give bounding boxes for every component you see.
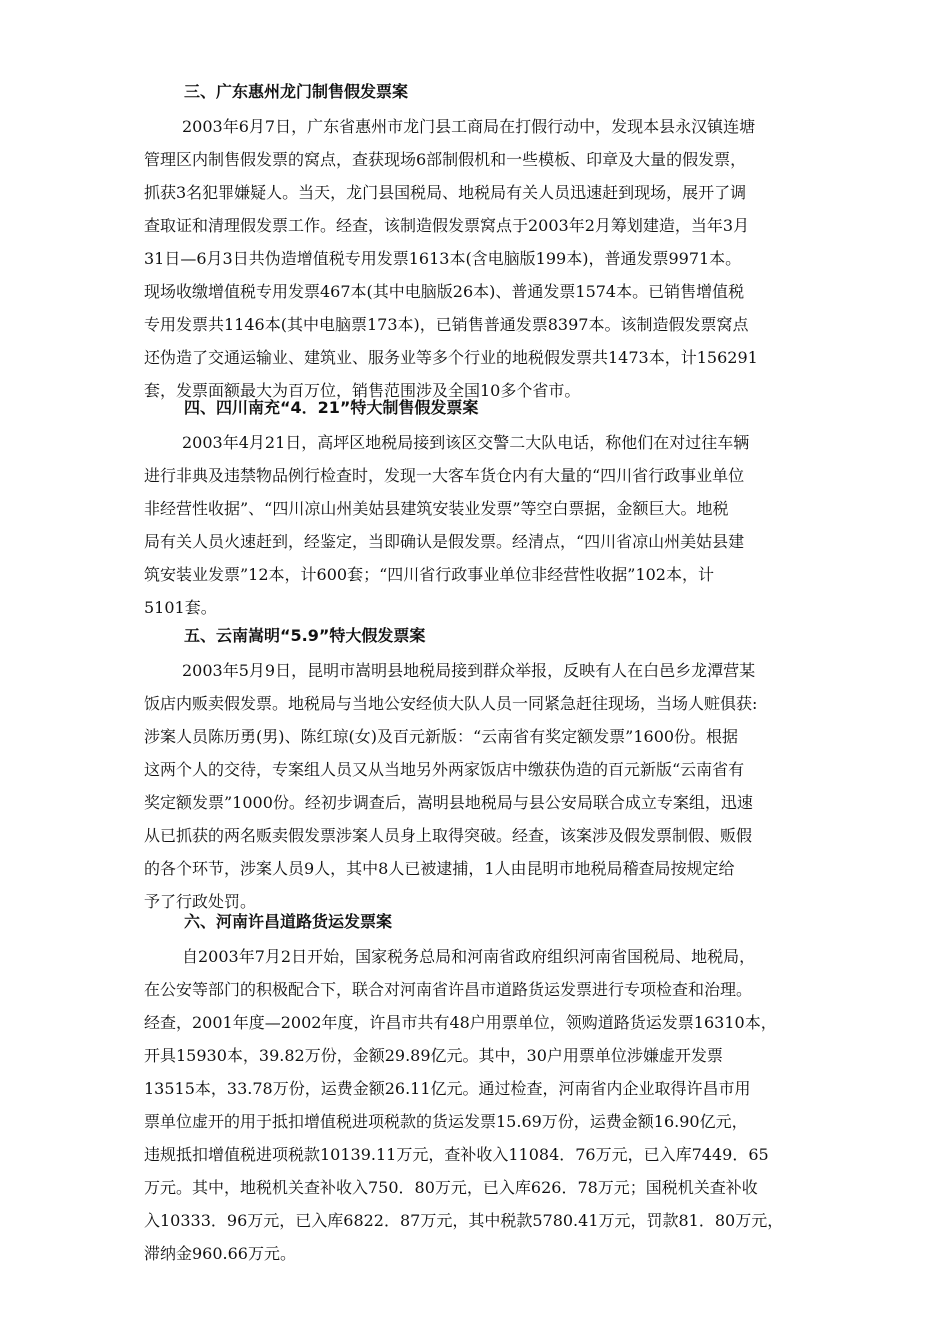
paragraph-line: 筑安装业发票”12本，计600套；“四川省行政事业单位非经营性收据”102本，计 xyxy=(144,565,714,584)
section-paragraph xyxy=(144,940,874,1270)
paragraph-line: 5101套。 xyxy=(144,598,217,617)
paragraph-line: 经查，2001年度—2002年度，许昌市共有48户用票单位，领购道路货运发票16310本， xyxy=(144,1013,777,1032)
section-heading: 四、四川南充“4．21”特大制售假发票案 xyxy=(184,398,479,417)
section-yunnan-songming xyxy=(144,624,874,918)
paragraph-line: 从已抓获的两名贩卖假发票涉案人员身上取得突破。经查，该案涉及假发票制假、贩假 xyxy=(144,826,753,845)
paragraph-line: 管理区内制售假发票的窝点，查获现场6部制假机和一些模板、印章及大量的假发票， xyxy=(144,150,747,169)
section-sichuan-nanchong xyxy=(144,396,874,624)
section-paragraph xyxy=(144,110,874,407)
paragraph-line: 自2003年7月2日开始，国家税务总局和河南省政府组织河南省国税局、地税局， xyxy=(182,947,756,966)
paragraph-line: 票单位虚开的用于抵扣增值税进项税款的货运发票15.69万份，运费金额16.90亿元， xyxy=(144,1112,748,1131)
section-paragraph xyxy=(144,654,874,918)
section-paragraph xyxy=(144,426,874,624)
section-guangdong-huizhou xyxy=(144,80,874,407)
section-heading: 五、云南嵩明“5.9”特大假发票案 xyxy=(184,626,426,645)
section-heading: 六、河南许昌道路货运发票案 xyxy=(184,912,393,931)
paragraph-line: 在公安等部门的积极配合下，联合对河南省许昌市道路货运发票进行专项检查和治理。 xyxy=(144,980,753,999)
section-heading: 三、广东惠州龙门制售假发票案 xyxy=(184,82,409,101)
paragraph-line: 万元。其中，地税机关查补收入750．80万元，已入库626．78万元；国税机关查补收 xyxy=(144,1178,758,1197)
paragraph-line: 局有关人员火速赶到，经鉴定，当即确认是假发票。经清点，“四川省凉山州美姑县建 xyxy=(144,532,745,551)
paragraph-line: 2003年6月7日，广东省惠州市龙门县工商局在打假行动中，发现本县永汉镇连塘 xyxy=(182,117,756,136)
paragraph-line: 抓获3名犯罪嫌疑人。当天，龙门县国税局、地税局有关人员迅速赶到现场，展开了调 xyxy=(144,183,747,202)
paragraph-line: 滞纳金960.66万元。 xyxy=(144,1244,296,1263)
paragraph-line: 还伪造了交通运输业、建筑业、服务业等多个行业的地税假发票共1473本，计156291 xyxy=(144,348,758,367)
paragraph-line: 涉案人员陈历勇(男)、陈红琼(女)及百元新版：“云南省有奖定额发票”1600份。根据 xyxy=(144,727,739,746)
paragraph-line: 进行非典及违禁物品例行检查时，发现一大客车货仓内有大量的“四川省行政事业单位 xyxy=(144,466,745,485)
paragraph-line: 非经营性收据”、“四川凉山州美姑县建筑安装业发票”等空白票据，金额巨大。地税 xyxy=(144,499,729,518)
paragraph-line: 查取证和清理假发票工作。经查，该制造假发票窝点于2003年2月筹划建造，当年3月 xyxy=(144,216,750,235)
paragraph-line: 予了行政处罚。 xyxy=(144,892,257,911)
paragraph-line: 饭店内贩卖假发票。地税局与当地公安经侦大队人员一同紧急赶往现场，当场人赃俱获: xyxy=(144,694,758,713)
paragraph-line: 2003年5月9日，昆明市嵩明县地税局接到群众举报，反映有人在白邑乡龙潭营某 xyxy=(182,661,756,680)
paragraph-line: 2003年4月21日，高坪区地税局接到该区交警二大队电话，称他们在对过往车辆 xyxy=(182,433,750,452)
paragraph-line: 的各个环节，涉案人员9人，其中8人已被逮捕，1人由昆明市地税局稽查局按规定给 xyxy=(144,859,735,878)
paragraph-line: 现场收缴增值税专用发票467本(其中电脑版26本)、普通发票1574本。已销售增值税 xyxy=(144,282,745,301)
section-henan-xuchang xyxy=(144,910,874,1270)
paragraph-line: 13515本，33.78万份，运费金额26.11亿元。通过检查，河南省内企业取得许昌市用 xyxy=(144,1079,751,1098)
paragraph-line: 31日—6月3日共伪造增值税专用发票1613本(含电脑版199本)，普通发票9971本。 xyxy=(144,249,742,268)
paragraph-line: 违规抵扣增值税进项税款10139.11万元，查补收入11084．76万元，已入库7449．65 xyxy=(144,1145,769,1164)
paragraph-line: 开具15930本，39.82万份，金额29.89亿元。其中，30户用票单位涉嫌虚开发票 xyxy=(144,1046,723,1065)
paragraph-line: 专用发票共1146本(其中电脑票173本)，已销售普通发票8397本。该制造假发票窝点 xyxy=(144,315,749,334)
paragraph-line: 入10333．96万元，已入库6822．87万元，其中税款5780.41万元，罚款81．80万元， xyxy=(144,1211,784,1230)
paragraph-line: 套，发票面额最大为百万位，销售范围涉及全国10多个省市。 xyxy=(144,381,581,400)
paragraph-line: 奖定额发票”1000份。经初步调查后，嵩明县地税局与县公安局联合成立专案组，迅速 xyxy=(144,793,753,812)
paragraph-line: 这两个人的交待，专案组人员又从当地另外两家饭店中缴获伪造的百元新版“云南省有 xyxy=(144,760,745,779)
